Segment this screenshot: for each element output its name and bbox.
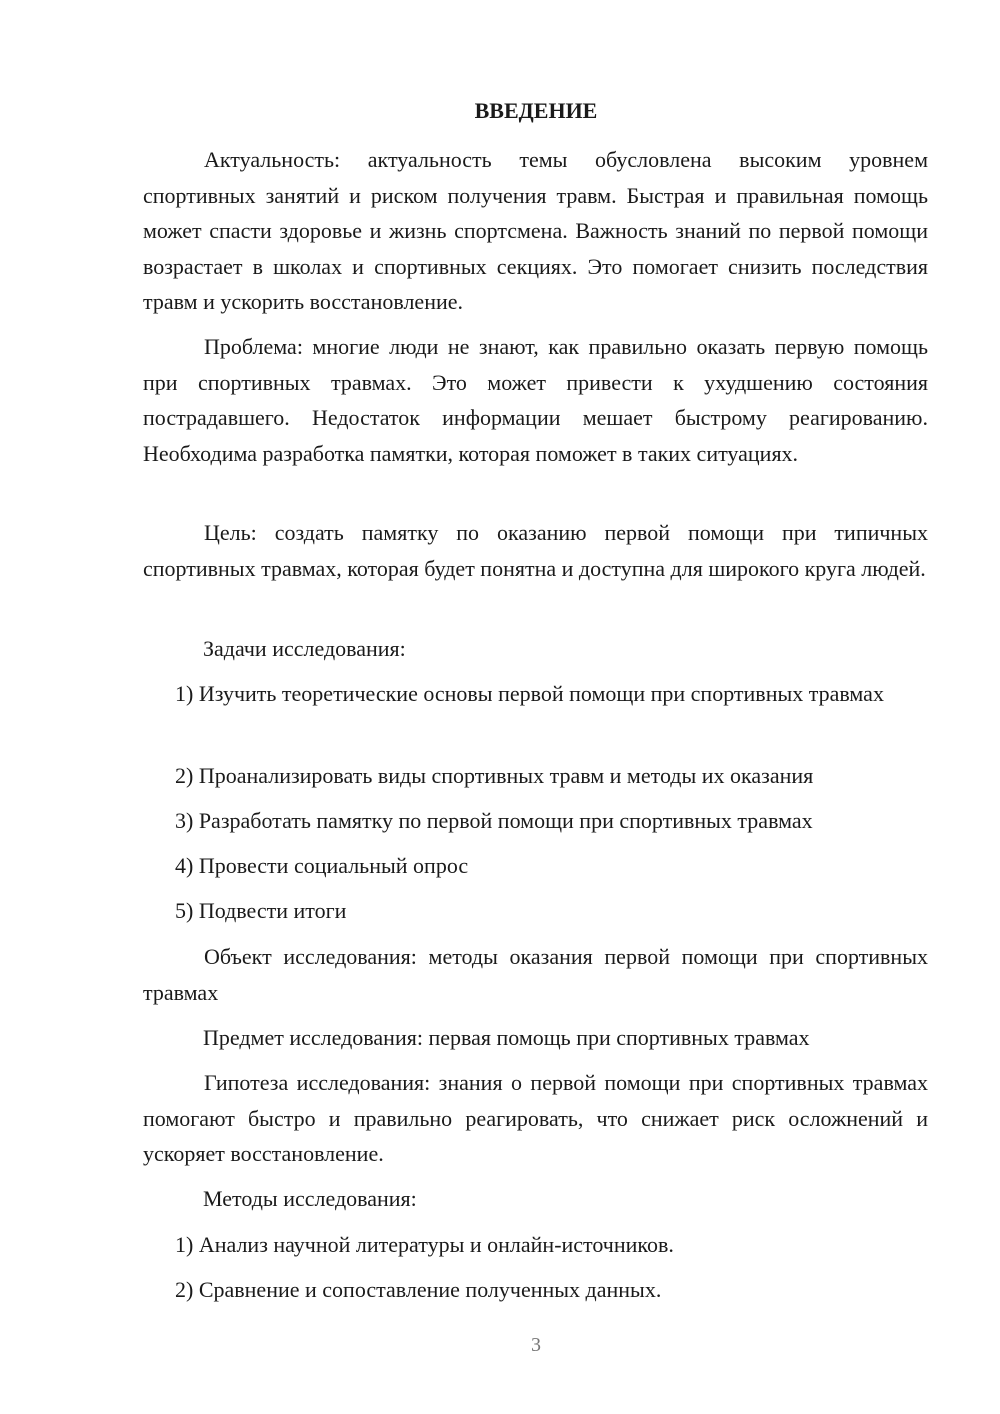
task-item: 2) Проанализировать виды спортивных травм и методы их оказания	[175, 763, 814, 788]
task-item: 5) Подвести итоги	[175, 898, 347, 923]
task-item: 4) Провести социальный опрос	[175, 853, 469, 878]
method-item: 1) Анализ научной литературы и онлайн-источников.	[175, 1232, 674, 1257]
goal-paragraph: Цель: создать памятку по оказанию первой помощи при типичных спортивных травмах, которая будет понятна и доступна для широкого круга людей.	[143, 520, 928, 581]
object-paragraph: Объект исследования: методы оказания первой помощи при спортивных травмах	[143, 944, 928, 1005]
subject-paragraph: Предмет исследования: первая помощь при спортивных травмах	[203, 1025, 810, 1050]
method-item: 2) Сравнение и сопоставление полученных данных.	[175, 1277, 662, 1302]
problem-paragraph: Проблема: многие люди не знают, как правильно оказать первую помощь при спортивных травмах. Это может привести к ухудшению состояния пострадавшего. Недостаток информации мешает быстрому реагированию. Необходима разработка памятки, которая поможет в таких ситуациях.	[143, 334, 928, 466]
task-item: 1) Изучить теоретические основы первой помощи при спортивных травмах	[175, 681, 884, 706]
section-title: ВВЕДЕНИЕ	[474, 98, 598, 123]
tasks-heading: Задачи исследования:	[203, 636, 406, 661]
task-item: 3) Разработать памятку по первой помощи при спортивных травмах	[175, 808, 813, 833]
methods-heading: Методы исследования:	[203, 1186, 417, 1211]
hypothesis-paragraph: Гипотеза исследования: знания о первой помощи при спортивных травмах помогают быстро и правильно реагировать, что снижает риск осложнений и ускоряет восстановление.	[143, 1070, 928, 1166]
page-number: 3	[531, 1334, 541, 1356]
relevance-paragraph: Актуальность: актуальность темы обусловлена высоким уровнем спортивных занятий и риском получения травм. Быстрая и правильная помощь может спасти здоровье и жизнь спортсмена. Важность знаний по первой помощи возрастает в школах и спортивных секциях. Это помогает снизить последствия травм и ускорить восстановление.	[143, 147, 928, 314]
